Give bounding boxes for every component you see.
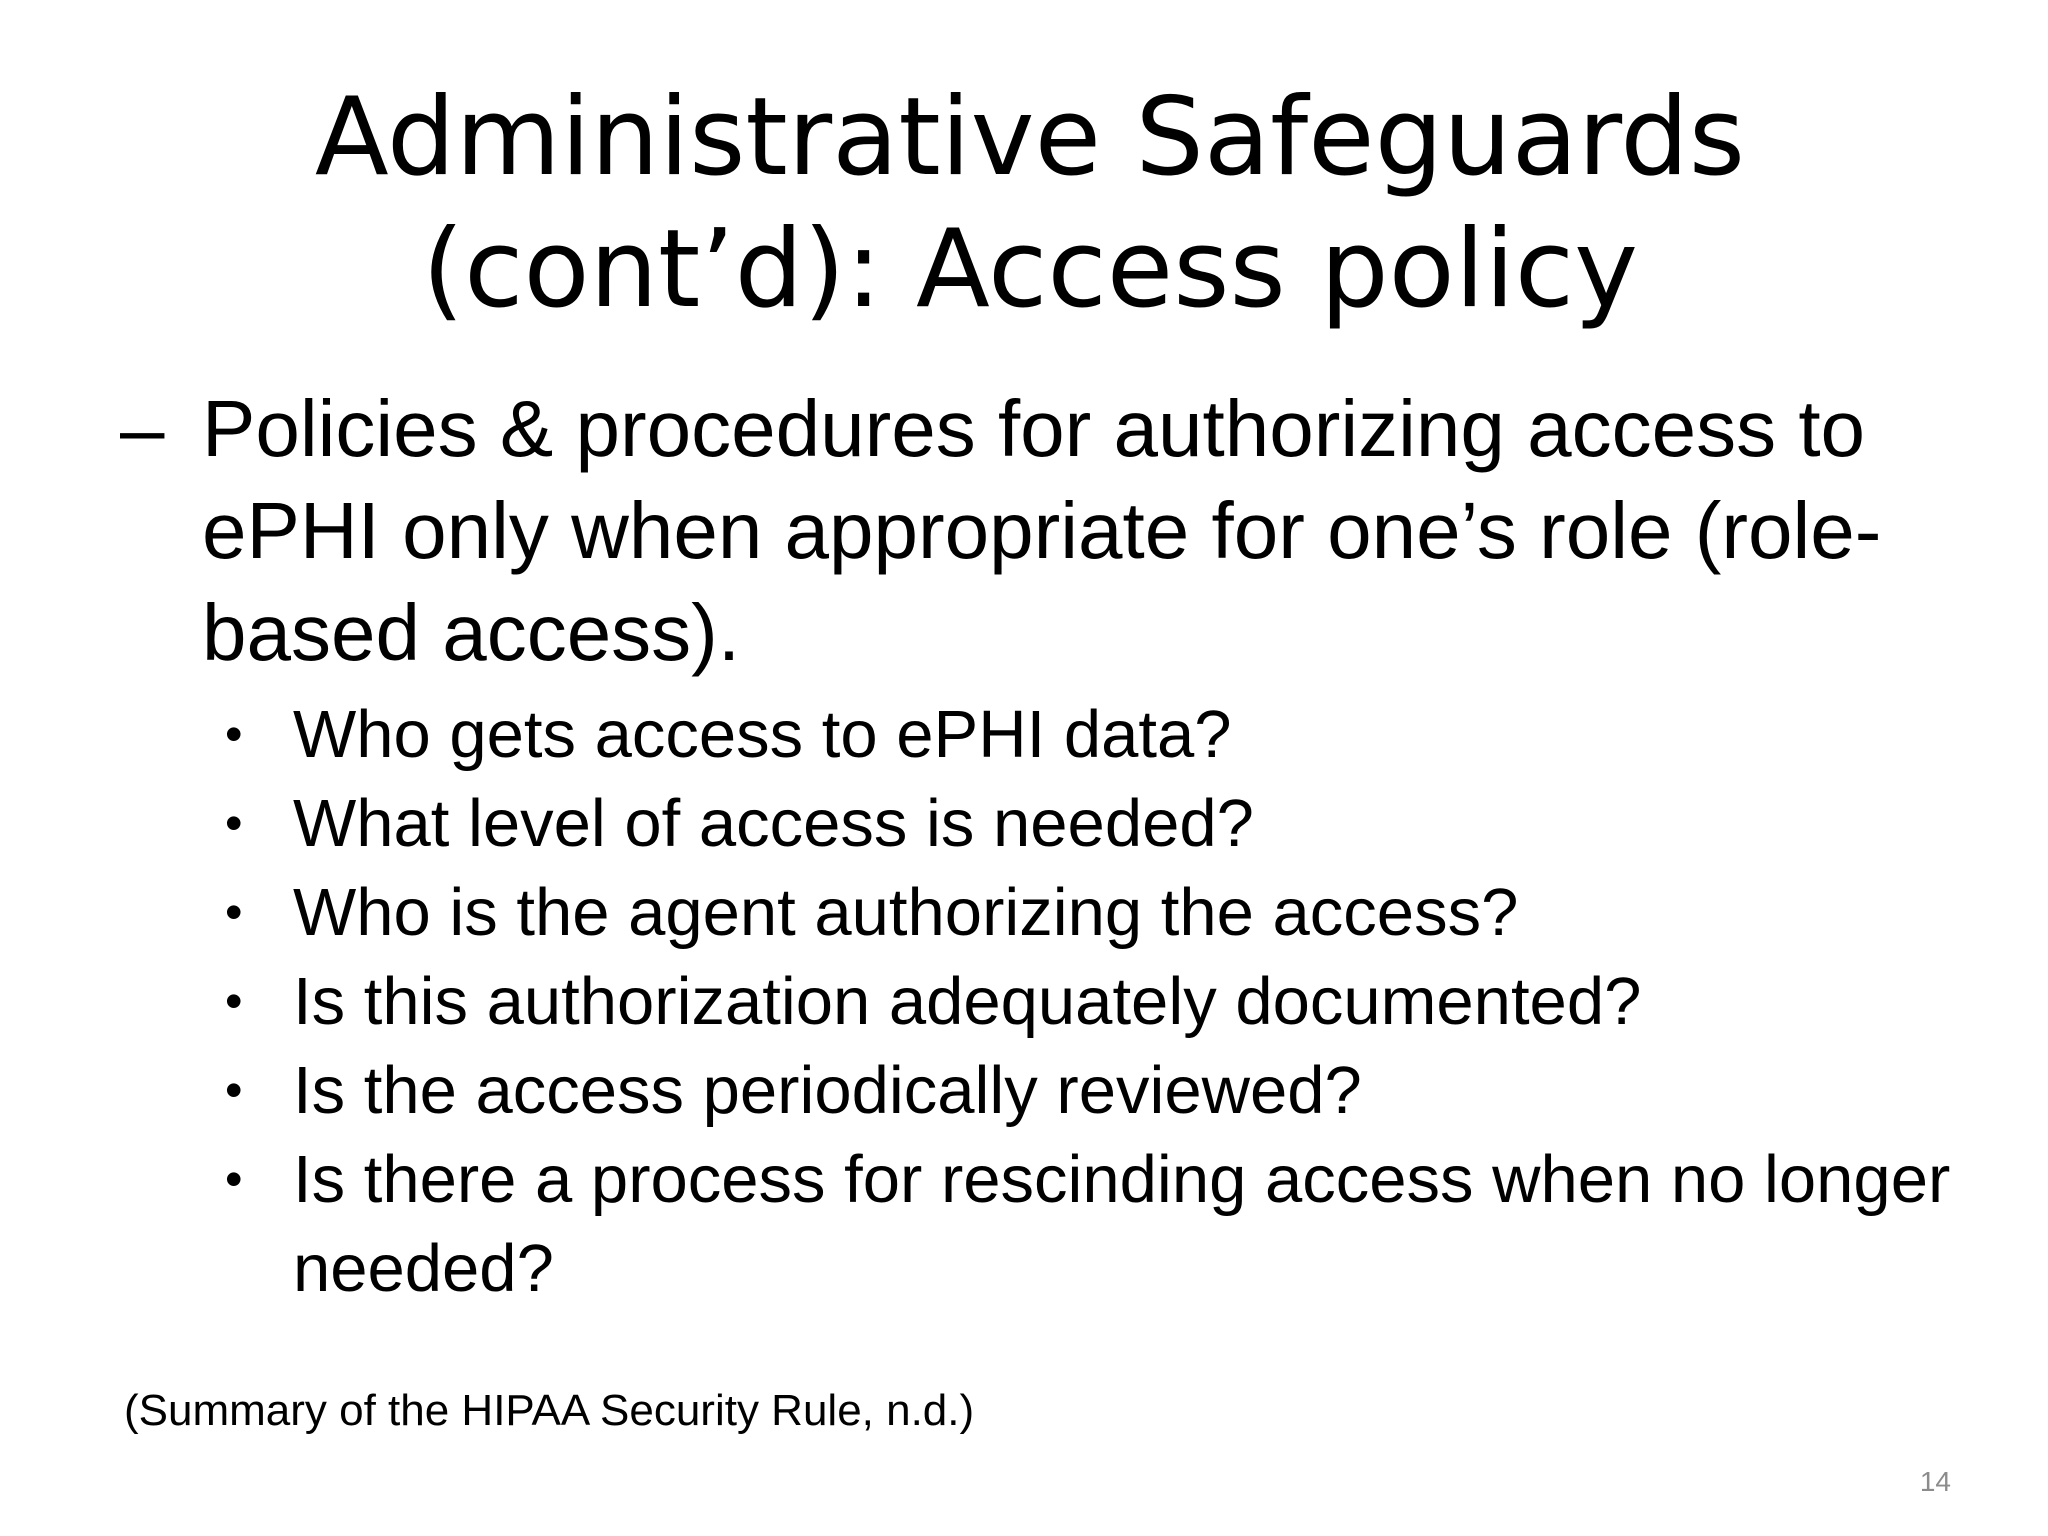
list-item [225, 1046, 1985, 1135]
bullet-icon: • [225, 706, 243, 762]
bullet-icon: • [225, 1151, 243, 1207]
page-number: 14 [1919, 1466, 1951, 1497]
list-item-text: Is the access periodically reviewed? [293, 1053, 1362, 1128]
question-list [225, 690, 1985, 1313]
main-point [120, 378, 1970, 684]
list-item-text: Who is the agent authorizing the access? [293, 875, 1519, 950]
list-item-text: Who gets access to ePHI data? [293, 697, 1232, 772]
dash-marker: – [120, 384, 165, 473]
list-item [225, 868, 1985, 957]
list-item [225, 690, 1985, 779]
list-item [225, 779, 1985, 868]
bullet-icon: • [225, 884, 243, 940]
list-item [225, 1135, 1985, 1313]
bullet-icon: • [225, 973, 243, 1029]
list-item-text: Is this authorization adequately documented? [293, 964, 1642, 1039]
list-item-text: Is there a process for rescinding access when no longer needed? [293, 1142, 1951, 1306]
slide-title-line-1: Administrative Safeguards [314, 75, 1746, 200]
list-item-text: What level of access is needed? [293, 786, 1254, 861]
citation: (Summary of the HIPAA Security Rule, n.d.) [124, 1386, 975, 1435]
bullet-icon: • [225, 795, 243, 851]
slide-title [180, 72, 1880, 336]
list-item [225, 957, 1985, 1046]
main-point-text: Policies & procedures for authorizing access to ePHI only when appropriate for one’s role (role-based access). [202, 384, 1882, 677]
bullet-icon: • [225, 1062, 243, 1118]
slide-title-line-2: (cont’d): Access policy [421, 207, 1639, 332]
